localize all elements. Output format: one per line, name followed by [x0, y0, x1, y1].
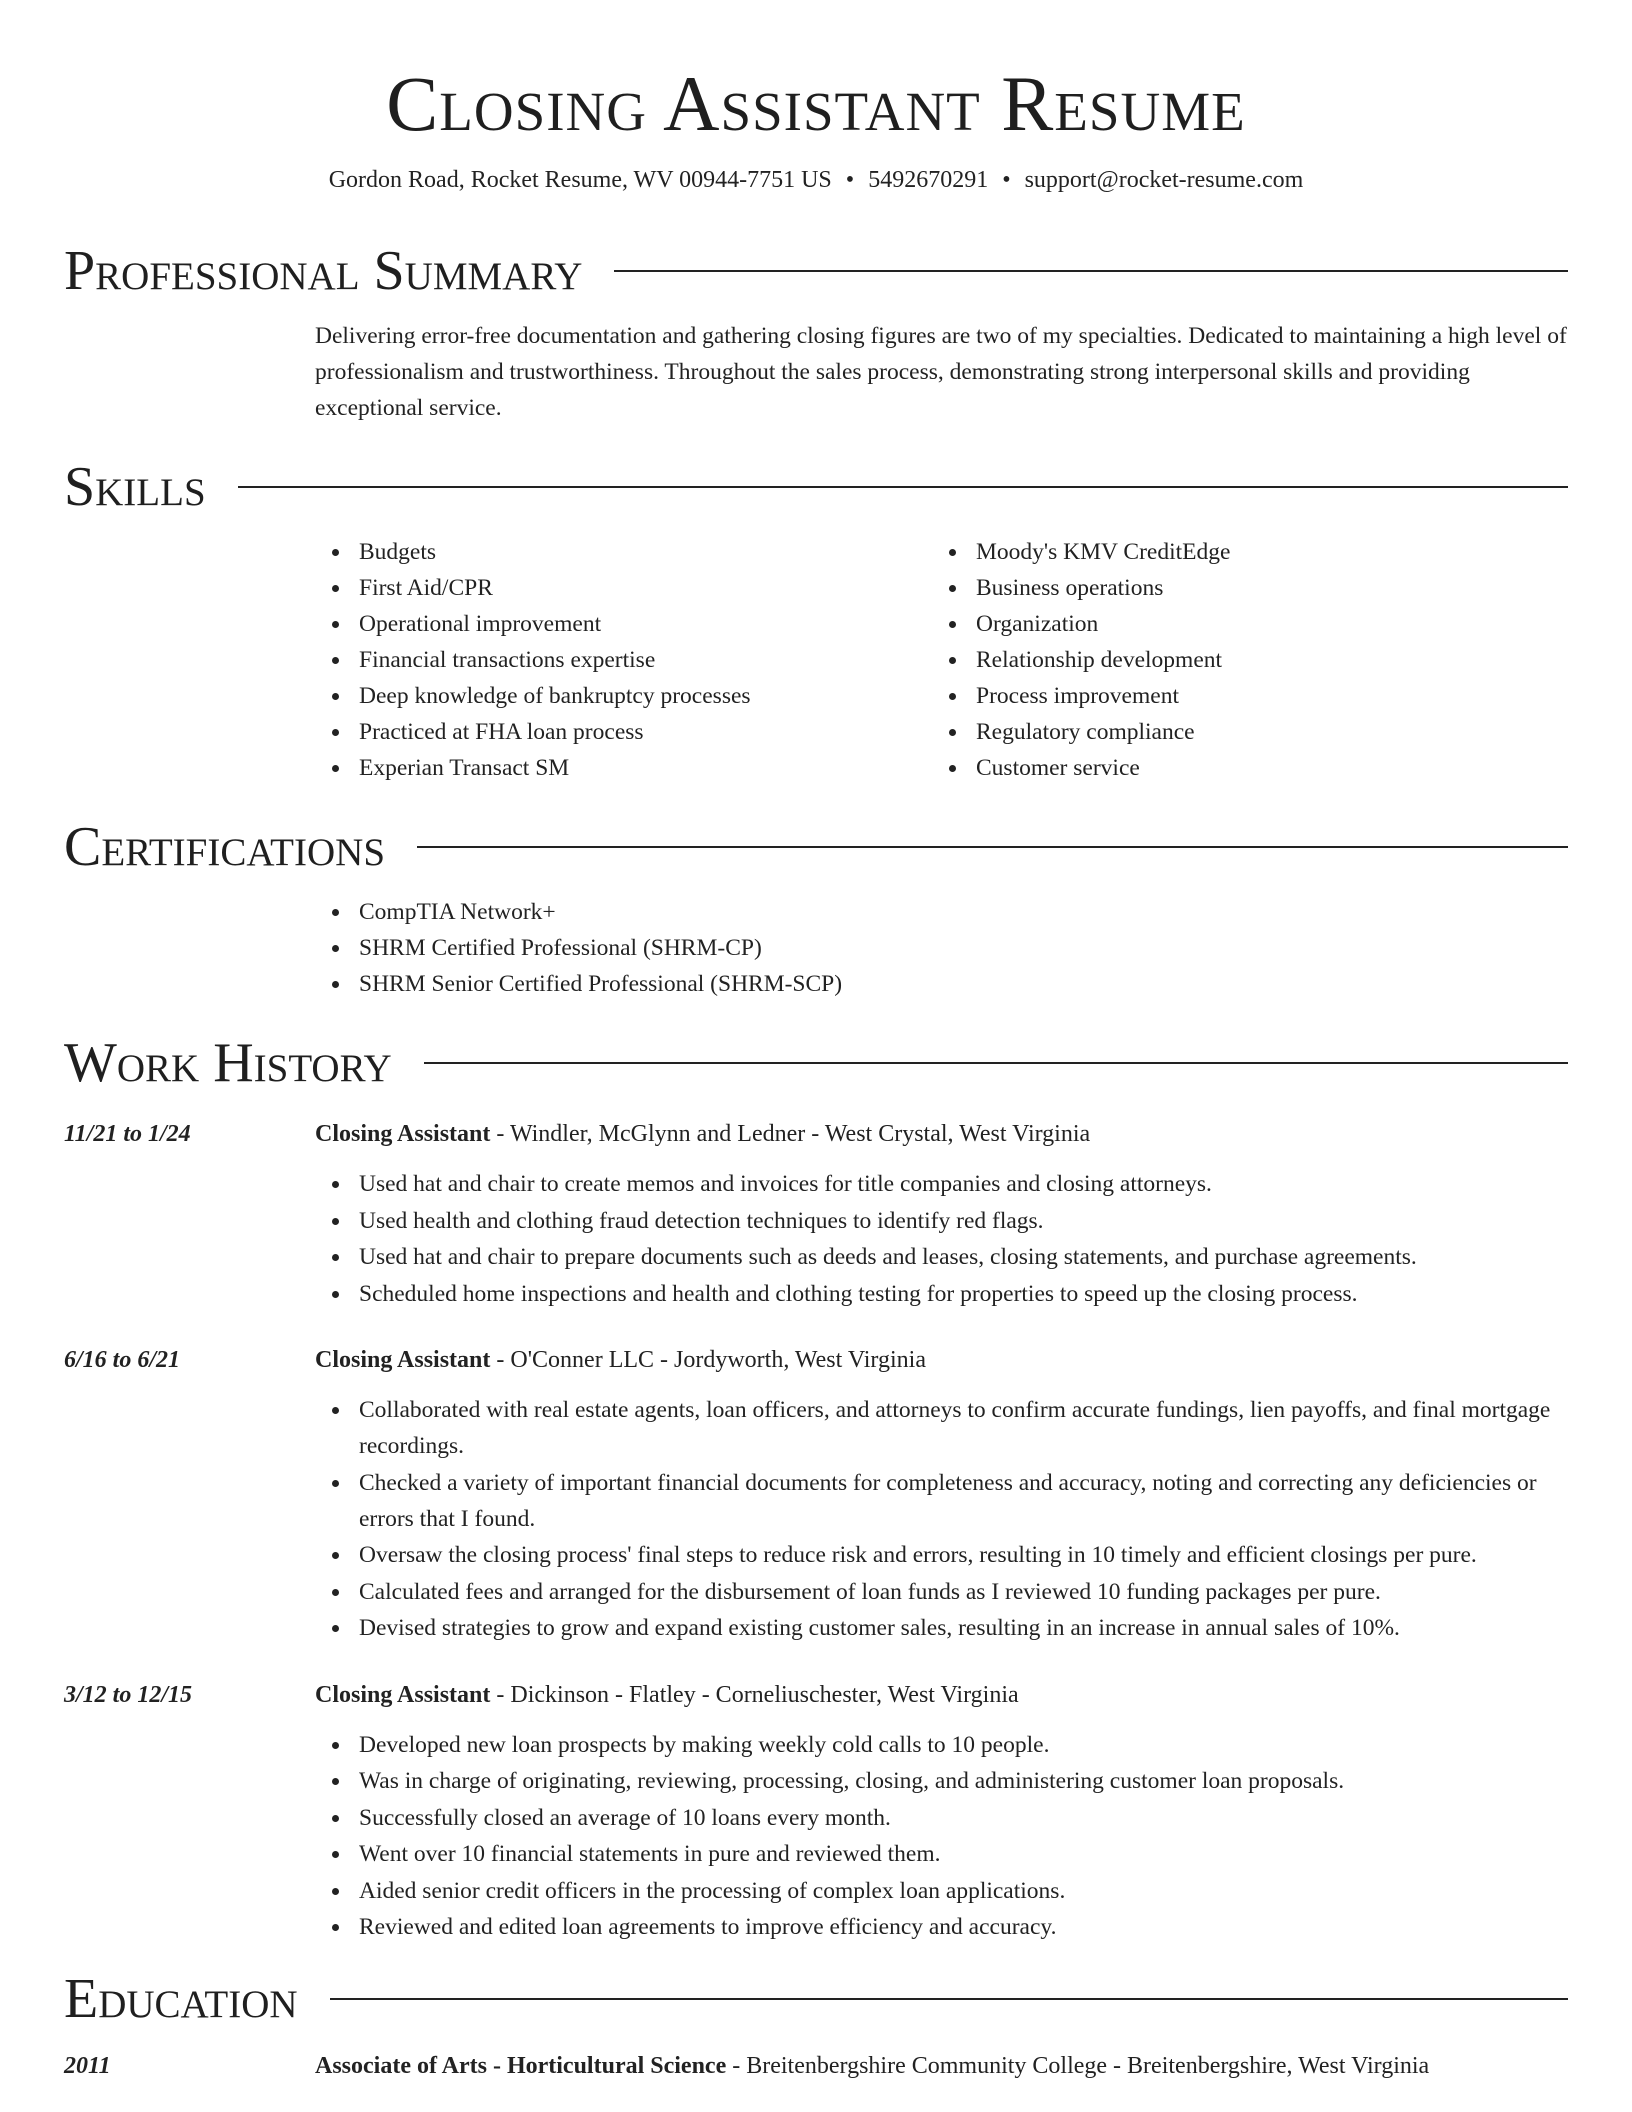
certification-item: SHRM Certified Professional (SHRM-CP) — [359, 930, 1568, 966]
skill-item: Operational improvement — [359, 606, 932, 642]
job-role: Closing Assistant — [315, 1681, 491, 1708]
section-divider — [614, 270, 1568, 272]
work-history-section-header — [64, 1028, 1568, 1098]
job-bullet: Used hat and chair to create memos and invoices for title companies and closing attorneys. — [359, 1166, 1568, 1202]
job-bullet: Went over 10 financial statements in pure and reviewed them. — [359, 1836, 1568, 1872]
contact-address: Gordon Road, Rocket Resume, WV 00944-7751 US — [328, 167, 832, 193]
education-entry — [64, 2048, 1568, 2084]
contact-separator: • — [1002, 167, 1011, 193]
skills-list — [315, 534, 1568, 786]
summary-heading: Professional Summary — [64, 240, 583, 302]
skill-item: Moody's KMV CreditEdge — [976, 534, 1549, 570]
section-divider — [238, 486, 1568, 488]
job-bullet: Oversaw the closing process' final steps to reduce risk and errors, resulting in 10 timely and efficient closings per pure. — [359, 1537, 1568, 1573]
summary-text: Delivering error-free documentation and gathering closing figures are two of my specialties. Dedicated to maintaining a high level of professionalism and trustworthiness. Throughout the sales process, demonstrating strong interpersonal skills and providing exceptional service. — [315, 323, 1567, 421]
job-bullet: Checked a variety of important financial documents for completeness and accuracy, noting and correcting any deficiencies or errors that I found. — [359, 1465, 1568, 1537]
job-bullet: Calculated fees and arranged for the disbursement of loan funds as I reviewed 10 funding packages per pure. — [359, 1574, 1568, 1610]
education-section-header — [64, 1964, 1568, 2034]
job-entry — [64, 1677, 1568, 1946]
skills-heading: Skills — [64, 456, 206, 518]
contact-line — [64, 164, 1568, 196]
job-dates: 11/21 to 1/24 — [64, 1121, 191, 1147]
skill-item: Customer service — [976, 750, 1549, 786]
work-history-heading: Work History — [64, 1032, 392, 1094]
skill-item: Organization — [976, 606, 1549, 642]
job-role: Closing Assistant — [315, 1121, 491, 1147]
job-dates: 3/12 to 12/15 — [64, 1681, 193, 1708]
certifications-section-header — [64, 812, 1568, 882]
job-title-line — [315, 1677, 1568, 1713]
education-heading: Education — [64, 1967, 298, 2030]
skill-item: Financial transactions expertise — [359, 642, 932, 678]
contact-phone: 5492670291 — [868, 167, 989, 193]
section-divider — [424, 1062, 1568, 1064]
skill-item: Relationship development — [976, 642, 1549, 678]
job-employer: - O'Conner LLC - Jordyworth, West Virginia — [490, 1347, 926, 1373]
education-year: 2011 — [64, 2052, 111, 2079]
skill-item: First Aid/CPR — [359, 570, 932, 606]
job-bullet: Used hat and chair to prepare documents such as deeds and leases, closing statements, and purchase agreements. — [359, 1239, 1568, 1275]
certification-item: SHRM Senior Certified Professional (SHRM-SCP) — [359, 966, 1568, 1002]
education-line — [315, 2048, 1429, 2084]
job-bullet: Devised strategies to grow and expand existing customer sales, resulting in an increase in annual sales of 10%. — [359, 1610, 1568, 1646]
job-bullet: Aided senior credit officers in the processing of complex loan applications. — [359, 1873, 1568, 1909]
skill-item: Process improvement — [976, 678, 1549, 714]
job-bullet: Scheduled home inspections and health and clothing testing for properties to speed up the closing process. — [359, 1276, 1568, 1312]
job-bullet: Successfully closed an average of 10 loans every month. — [359, 1800, 1568, 1836]
job-entry — [64, 1342, 1568, 1647]
contact-separator: • — [845, 167, 855, 193]
skills-section-header — [64, 452, 1568, 522]
job-dates: 6/16 to 6/21 — [64, 1347, 181, 1373]
skill-item: Business operations — [976, 570, 1549, 606]
certifications-heading: Certifications — [64, 816, 386, 878]
job-bullet: Was in charge of originating, reviewing, processing, closing, and administering customer loan proposals. — [359, 1763, 1568, 1799]
job-title-line — [315, 1116, 1568, 1152]
education-degree: Associate of Arts - Horticultural Science — [315, 2052, 727, 2079]
certification-item: CompTIA Network+ — [359, 894, 1568, 930]
section-divider — [417, 846, 1568, 848]
job-bullet: Used health and clothing fraud detection techniques to identify red flags. — [359, 1203, 1568, 1239]
job-employer: - Dickinson - Flatley - Corneliuschester, West Virginia — [490, 1681, 1019, 1708]
contact-email: support@rocket-resume.com — [1024, 167, 1304, 193]
summary-section-header — [64, 236, 1568, 306]
skill-item: Experian Transact SM — [359, 750, 932, 786]
skill-item: Budgets — [359, 534, 932, 570]
section-divider — [330, 1998, 1568, 2000]
resume-page — [64, 0, 1568, 2112]
skills-column-left — [315, 534, 932, 786]
certifications-list — [315, 894, 1568, 1002]
job-bullet: Collaborated with real estate agents, loan officers, and attorneys to confirm accurate fundings, lien payoffs, and final mortgage recordings. — [359, 1392, 1568, 1464]
job-employer: - Windler, McGlynn and Ledner - West Crystal, West Virginia — [490, 1121, 1091, 1147]
job-title-line — [315, 1342, 1568, 1378]
skills-column-right — [932, 534, 1549, 786]
job-entry — [64, 1116, 1568, 1312]
job-bullet: Developed new loan prospects by making weekly cold calls to 10 people. — [359, 1727, 1568, 1763]
skill-item: Regulatory compliance — [976, 714, 1549, 750]
skill-item: Deep knowledge of bankruptcy processes — [359, 678, 932, 714]
skill-item: Practiced at FHA loan process — [359, 714, 932, 750]
job-role: Closing Assistant — [315, 1347, 491, 1373]
page-title: Closing Assistant Resume — [386, 60, 1246, 147]
education-school: - Breitenbergshire Community College - Breitenbergshire, West Virginia — [726, 2052, 1430, 2079]
job-bullet: Reviewed and edited loan agreements to improve efficiency and accuracy. — [359, 1909, 1568, 1945]
